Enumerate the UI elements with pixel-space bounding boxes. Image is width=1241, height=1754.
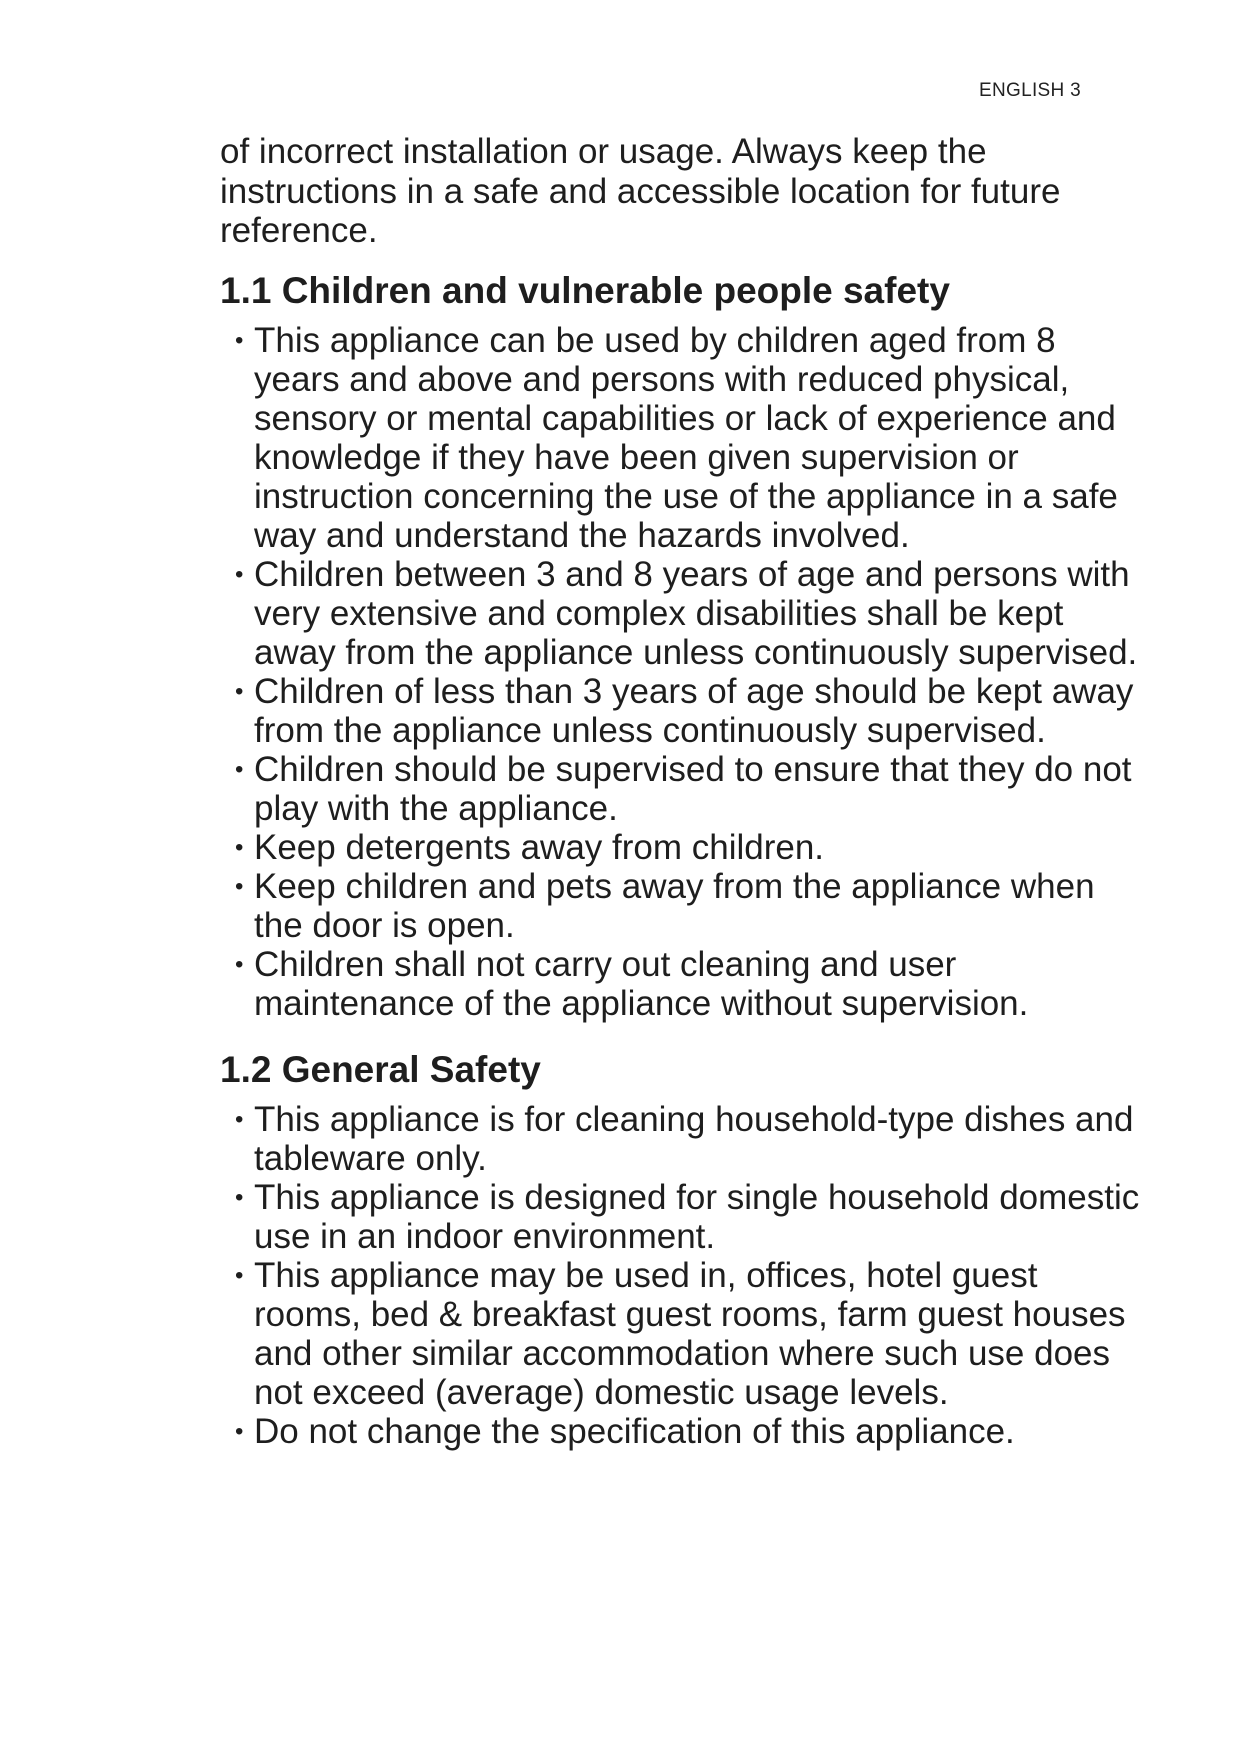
list-item: [220, 1178, 1140, 1256]
bullet-icon: •: [235, 326, 244, 354]
bullet-icon: •: [235, 677, 244, 705]
list-item-text: Children of less than 3 years of age should be kept away from the appliance unless continuously supervised.: [254, 671, 1134, 750]
list-item-text: Do not change the specification of this appliance.: [254, 1411, 1015, 1451]
bullet-icon: •: [235, 1105, 244, 1133]
list-item: [220, 672, 1140, 750]
list-item: [220, 555, 1140, 672]
bullet-icon: •: [235, 872, 244, 900]
bullet-icon: •: [235, 1261, 244, 1289]
bullet-icon: •: [235, 1417, 244, 1445]
list-item-text: This appliance is designed for single household domestic use in an indoor environment.: [254, 1177, 1140, 1256]
list-item-text: Children should be supervised to ensure that they do not play with the appliance.: [254, 749, 1132, 828]
list-item-text: This appliance is for cleaning household-type dishes and tableware only.: [254, 1099, 1134, 1178]
list-item-text: Keep detergents away from children.: [254, 827, 825, 867]
bullet-icon: •: [235, 950, 244, 978]
list-item: [220, 867, 1140, 945]
list-item-text: This appliance may be used in, offices, hotel guest rooms, bed & breakfast guest rooms, farm guest houses and other similar accommodation where such use does not exceed (average) domestic usage levels.: [254, 1255, 1126, 1412]
list-item-text: Keep children and pets away from the appliance when the door is open.: [254, 866, 1095, 945]
list-item: [220, 1256, 1140, 1412]
bullet-icon: •: [235, 755, 244, 783]
list-item-text: This appliance can be used by children aged from 8 years and above and persons with reduced physical, sensory or mental capabilities or lack of experience and knowledge if they have been given supervision or instruction concerning the use of the appliance in a safe way and understand the hazards involved.: [254, 320, 1118, 555]
bullet-icon: •: [235, 833, 244, 861]
page-number-header: ENGLISH 3: [979, 80, 1081, 101]
list-item-text: Children shall not carry out cleaning and user maintenance of the appliance without supervision.: [254, 944, 1029, 1023]
bullet-icon: •: [235, 560, 244, 588]
section-title-children-safety: 1.1 Children and vulnerable people safety: [220, 269, 950, 311]
general-safety-list: [220, 1100, 1140, 1451]
intro-paragraph: of incorrect installation or usage. Always keep the instructions in a safe and accessible location for future reference.: [220, 132, 1061, 250]
list-item: [220, 1100, 1140, 1178]
list-item: [220, 750, 1140, 828]
list-item: [220, 945, 1140, 1023]
list-item: [220, 1412, 1140, 1451]
list-item-text: Children between 3 and 8 years of age and persons with very extensive and complex disabilities shall be kept away from the appliance unless continuously supervised.: [254, 554, 1138, 672]
document-body: [220, 132, 1140, 1451]
children-safety-list: [220, 321, 1140, 1023]
section-title-general-safety: 1.2 General Safety: [220, 1048, 541, 1090]
list-item: [220, 828, 1140, 867]
list-item: [220, 321, 1140, 555]
bullet-icon: •: [235, 1183, 244, 1211]
